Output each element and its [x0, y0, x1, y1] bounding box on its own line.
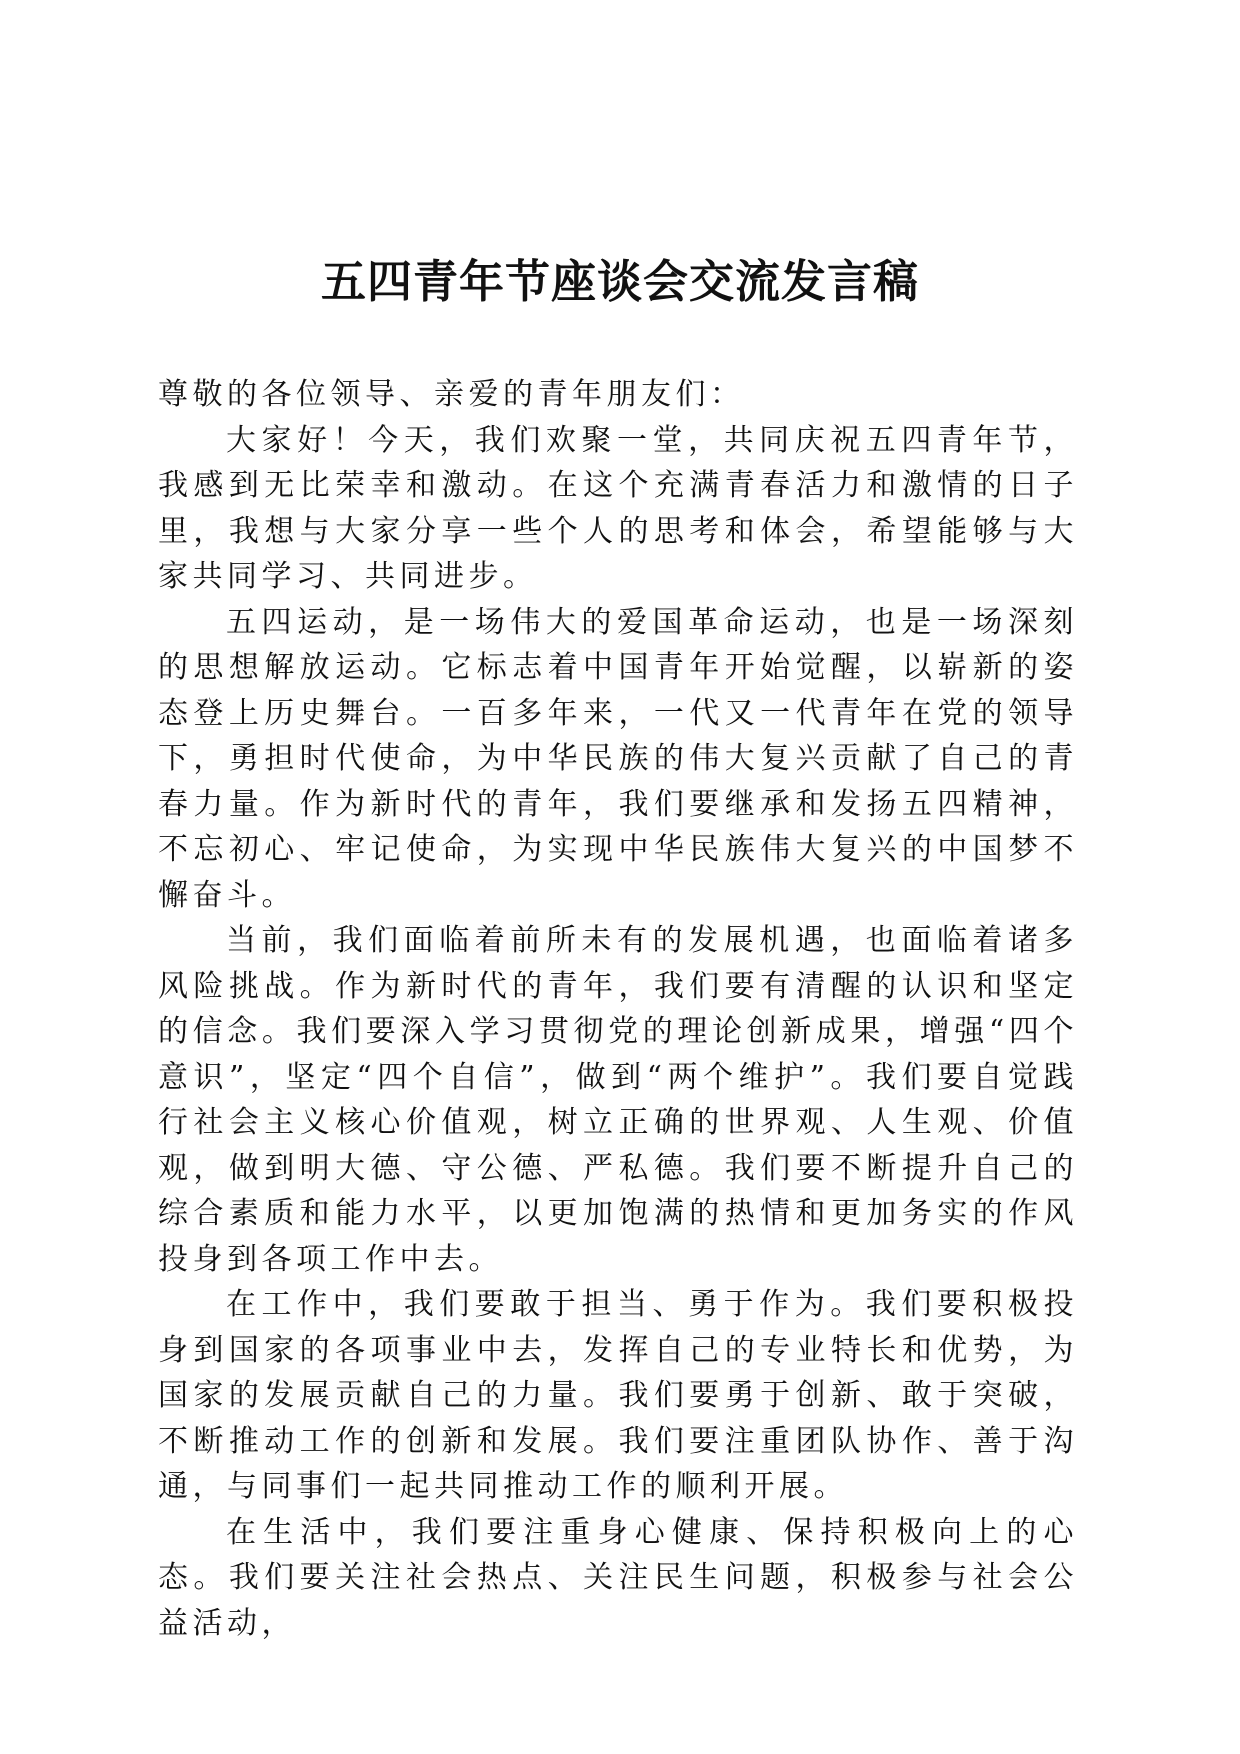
paragraph: 当前，我们面临着前所未有的发展机遇，也面临着诸多风险挑战。作为新时代的青年，我们要有清醒的认识和坚定的信念。我们要深入学习贯彻党的理论创新成果，增强“四个意识”，坚定“四个自信”，做到“两个维护”。我们要自觉践行社会主义核心价值观，树立正确的世界观、人生观、价值观，做到明大德、守公德、严私德。我们要不断提升自己的综合素质和能力水平，以更加饱满的热情和更加务实的作风投身到各项工作中去。 — [158, 923, 1078, 1277]
salutation: 尊敬的各位领导、亲爱的青年朋友们： — [158, 377, 745, 412]
paragraph: 大家好！今天，我们欢聚一堂，共同庆祝五四青年节，我感到无比荣幸和激动。在这个充满青春活力和激情的日子里，我想与大家分享一些个人的思考和体会，希望能够与大家共同学习、共同进步。 — [158, 422, 1078, 594]
paragraph: 五四运动，是一场伟大的爱国革命运动，也是一场深刻的思想解放运动。它标志着中国青年开始觉醒，以崭新的姿态登上历史舞台。一百多年来，一代又一代青年在党的领导下，勇担时代使命，为中华民族的伟大复兴贡献了自己的青春力量。作为新时代的青年，我们要继承和发扬五四精神，不忘初心、牢记使命，为实现中华民族伟大复兴的中国梦不懈奋斗。 — [158, 604, 1078, 913]
paragraph: 在生活中，我们要注重身心健康、保持积极向上的心态。我们要关注社会热点、关注民生问题，积极参与社会公益活动， — [158, 1514, 1078, 1641]
document-body — [158, 372, 1078, 1646]
paragraph: 在工作中，我们要敢于担当、勇于作为。我们要积极投身到国家的各项事业中去，发挥自己的专业特长和优势，为国家的发展贡献自己的力量。我们要勇于创新、敢于突破，不断推动工作的创新和发展。我们要注重团队协作、善于沟通，与同事们一起共同推动工作的顺利开展。 — [158, 1287, 1078, 1504]
page-title: 五四青年节座谈会交流发言稿 — [320, 255, 919, 308]
